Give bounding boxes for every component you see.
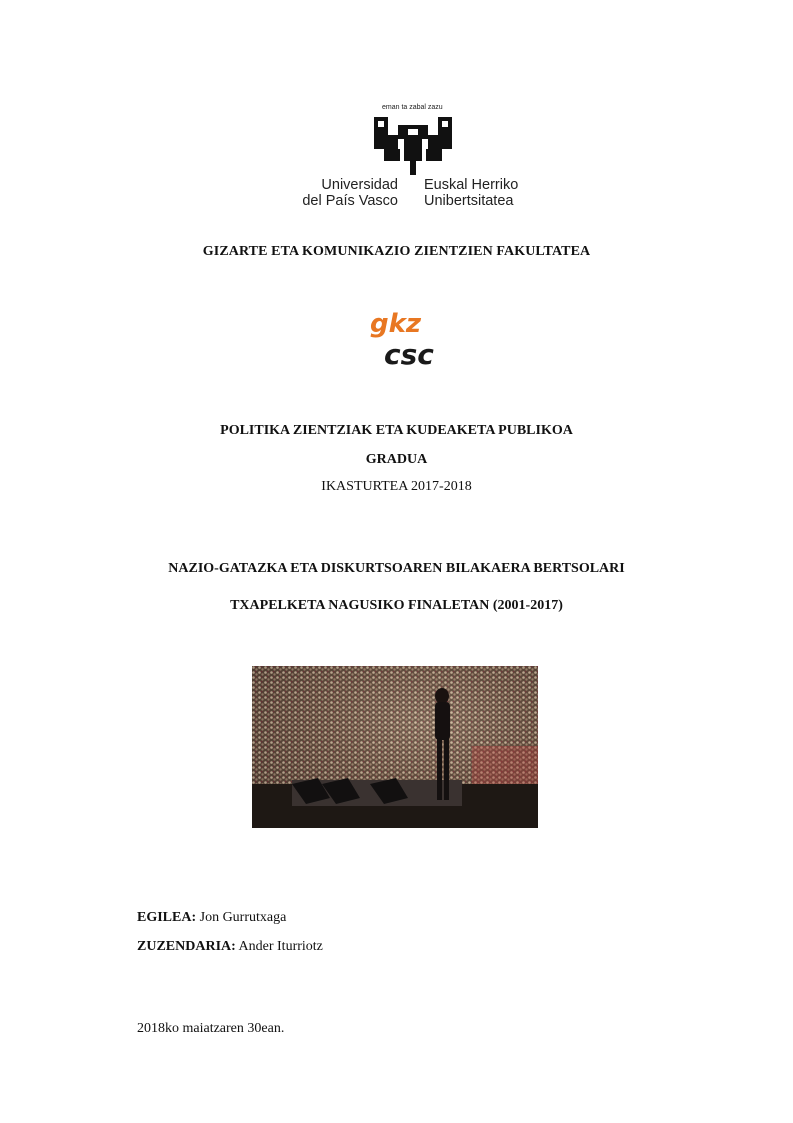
faculty-name: GIZARTE ETA KOMUNIKAZIO ZIENTZIEN FAKULTATEA [202,244,591,259]
gkz-csc-logo-icon [368,306,452,372]
logo-name-es [302,177,398,209]
faculty-logo [368,306,452,372]
logo-gkz-text: gkz [370,309,422,339]
author-line [137,910,286,926]
upv-ehu-logo [290,104,530,212]
logo-name-es-line1: Universidad [321,177,398,193]
logo-name-eu-line1: Euskal Herriko [424,177,519,193]
director-label: ZUZENDARIA: [137,939,236,954]
author-label: EGILEA: [137,910,197,925]
thesis-title-line2: TXAPELKETA NAGUSIKO FINALETAN (2001-2017) [230,598,563,613]
academic-year: IKASTURTEA 2017-2018 [321,479,472,494]
thesis-title-line1: NAZIO-GATAZKA ETA DISKURTSOAREN BILAKAERA BERTSOLARI [168,561,625,576]
upv-ehu-emblem-icon [374,117,452,175]
degree-name: POLITIKA ZIENTZIAK ETA KUDEAKETA PUBLIKOA [220,423,573,438]
cover-photo [252,666,538,828]
director-line [137,939,323,955]
logo-name-eu [424,177,518,209]
logo-name-eu-line2: Unibertsitatea [424,193,514,209]
author-name: Jon Gurrutxaga [199,910,287,925]
logo-motto: eman ta zabal zazu [382,104,443,111]
degree-type: GRADUA [365,452,428,467]
submission-date: 2018ko maiatzaren 30ean. [137,1021,285,1036]
director-name: Ander Iturriotz [238,939,323,954]
logo-csc-text: csc [384,338,434,371]
logo-name-es-line2: del País Vasco [302,193,398,209]
bertsolari-stage-photo [252,666,538,828]
